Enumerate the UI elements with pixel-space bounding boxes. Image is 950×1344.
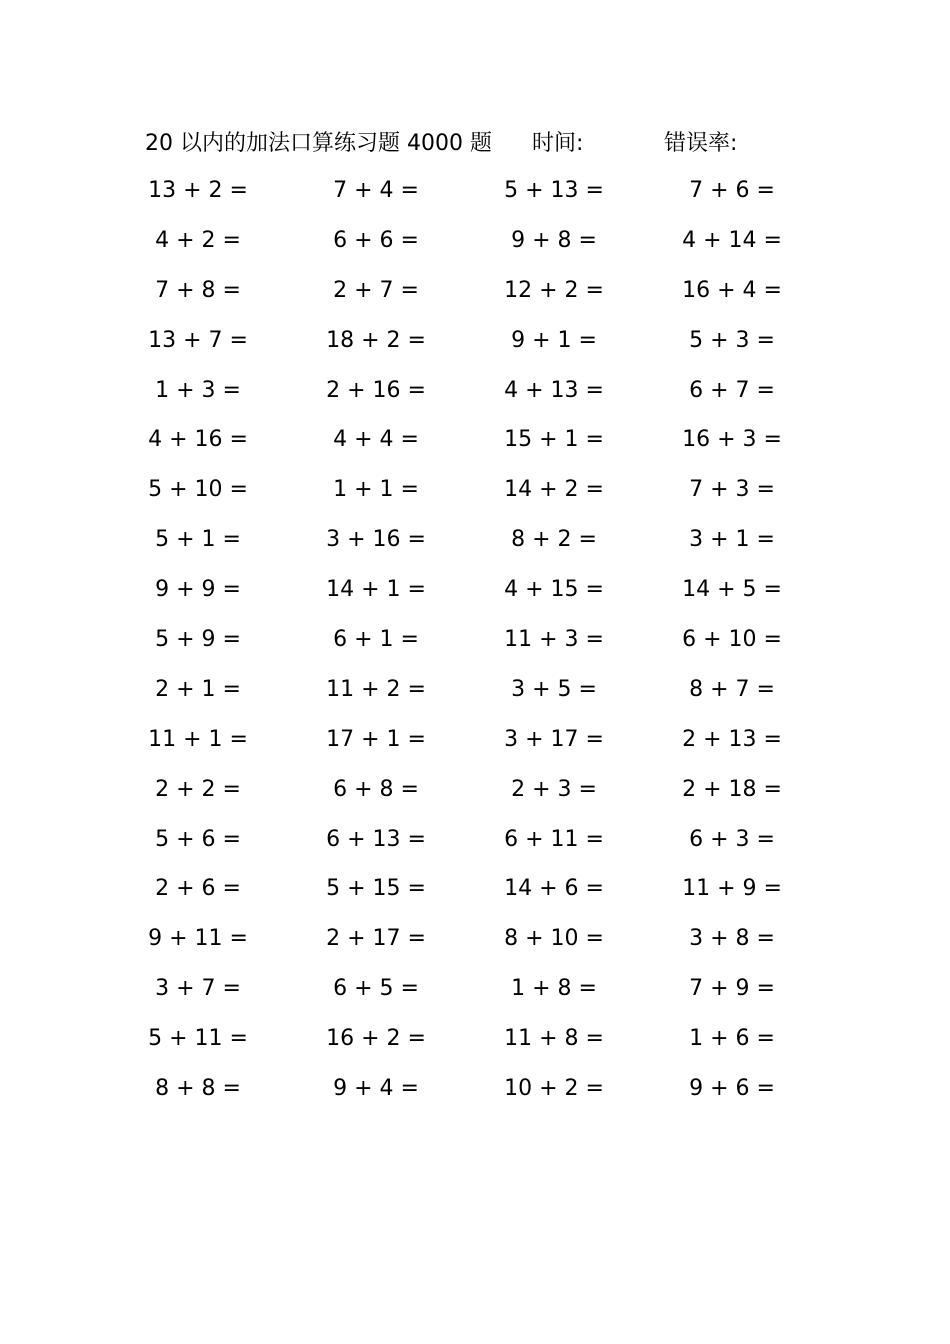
problem-row (0, 772, 950, 822)
problem-item: 6 + 7 = (689, 377, 775, 403)
problem-item: 2 + 2 = (155, 776, 241, 802)
problem-item: 11 + 3 = (504, 627, 604, 653)
problem-item: 7 + 9 = (689, 976, 775, 1002)
problem-item: 9 + 4 = (333, 1076, 419, 1102)
worksheet-title: 20 以内的加法口算练习题 4000 题 (145, 131, 492, 156)
problem-item: 11 + 1 = (148, 726, 248, 752)
problem-item: 5 + 11 = (148, 1026, 248, 1052)
problem-item: 5 + 13 = (504, 178, 604, 203)
problem-item: 2 + 7 = (333, 277, 419, 303)
problem-grid (0, 173, 950, 1121)
problem-item: 9 + 1 = (511, 327, 597, 353)
problem-item: 5 + 3 = (689, 327, 775, 353)
problem-item: 8 + 8 = (155, 1076, 241, 1102)
problem-item: 1 + 1 = (333, 477, 419, 503)
problem-row (0, 672, 950, 722)
problem-item: 14 + 2 = (504, 477, 604, 503)
problem-row (0, 472, 950, 522)
problem-row (0, 273, 950, 323)
problem-item: 3 + 8 = (689, 926, 775, 952)
problem-item: 11 + 9 = (682, 876, 782, 902)
problem-item: 9 + 9 = (155, 577, 241, 603)
problem-row (0, 373, 950, 423)
problem-item: 6 + 11 = (504, 826, 604, 852)
problem-item: 15 + 1 = (504, 427, 604, 453)
problem-row (0, 722, 950, 772)
problem-item: 9 + 8 = (511, 227, 597, 253)
problem-item: 2 + 17 = (326, 926, 426, 952)
problem-item: 16 + 3 = (682, 427, 782, 453)
problem-item: 6 + 8 = (333, 776, 419, 802)
problem-row (0, 173, 950, 223)
problem-row (0, 921, 950, 971)
problem-item: 11 + 8 = (504, 1026, 604, 1052)
problem-item: 8 + 7 = (689, 676, 775, 702)
time-label: 时间: (532, 131, 584, 156)
problem-item: 9 + 11 = (148, 926, 248, 952)
problem-item: 7 + 6 = (689, 178, 775, 203)
problem-item: 4 + 13 = (504, 377, 604, 403)
problem-item: 11 + 2 = (326, 676, 426, 702)
problem-item: 14 + 6 = (504, 876, 604, 902)
error-rate-label: 错误率: (664, 131, 738, 156)
problem-item: 6 + 3 = (689, 826, 775, 852)
problem-row (0, 223, 950, 273)
problem-item: 2 + 18 = (682, 776, 782, 802)
problem-row (0, 522, 950, 572)
problem-item: 3 + 1 = (689, 527, 775, 553)
problem-item: 1 + 6 = (689, 1026, 775, 1052)
problem-row (0, 622, 950, 672)
problem-item: 7 + 8 = (155, 277, 241, 303)
problem-item: 18 + 2 = (326, 327, 426, 353)
problem-item: 6 + 6 = (333, 227, 419, 253)
problem-item: 10 + 2 = (504, 1076, 604, 1102)
problem-row (0, 1071, 950, 1121)
problem-item: 4 + 14 = (682, 227, 782, 253)
problem-item: 2 + 1 = (155, 676, 241, 702)
problem-item: 17 + 1 = (326, 726, 426, 752)
problem-item: 2 + 13 = (682, 726, 782, 752)
problem-item: 6 + 1 = (333, 627, 419, 653)
problem-item: 3 + 5 = (511, 676, 597, 702)
problem-item: 1 + 8 = (511, 976, 597, 1002)
problem-item: 5 + 9 = (155, 627, 241, 653)
problem-item: 7 + 3 = (689, 477, 775, 503)
problem-item: 6 + 5 = (333, 976, 419, 1002)
problem-item: 16 + 4 = (682, 277, 782, 303)
problem-item: 14 + 5 = (682, 577, 782, 603)
problem-item: 9 + 6 = (689, 1076, 775, 1102)
problem-item: 13 + 2 = (148, 178, 248, 203)
problem-item: 3 + 7 = (155, 976, 241, 1002)
problem-row (0, 871, 950, 921)
problem-item: 8 + 10 = (504, 926, 604, 952)
problem-row (0, 1021, 950, 1071)
problem-row (0, 971, 950, 1021)
problem-item: 12 + 2 = (504, 277, 604, 303)
problem-item: 3 + 17 = (504, 726, 604, 752)
problem-item: 5 + 6 = (155, 826, 241, 852)
problem-item: 7 + 4 = (333, 178, 419, 203)
problem-item: 4 + 16 = (148, 427, 248, 453)
problem-item: 5 + 15 = (326, 876, 426, 902)
problem-item: 6 + 13 = (326, 826, 426, 852)
problem-item: 16 + 2 = (326, 1026, 426, 1052)
problem-row (0, 422, 950, 472)
problem-item: 5 + 10 = (148, 477, 248, 503)
problem-item: 2 + 3 = (511, 776, 597, 802)
problem-item: 2 + 16 = (326, 377, 426, 403)
problem-item: 3 + 16 = (326, 527, 426, 553)
problem-item: 4 + 15 = (504, 577, 604, 603)
problem-item: 13 + 7 = (148, 327, 248, 353)
problem-row (0, 572, 950, 622)
problem-item: 14 + 1 = (326, 577, 426, 603)
problem-row (0, 323, 950, 373)
problem-row (0, 822, 950, 872)
worksheet-header (0, 126, 950, 160)
problem-item: 5 + 1 = (155, 527, 241, 553)
problem-item: 2 + 6 = (155, 876, 241, 902)
problem-item: 6 + 10 = (682, 627, 782, 653)
problem-item: 8 + 2 = (511, 527, 597, 553)
problem-item: 4 + 4 = (333, 427, 419, 453)
problem-item: 1 + 3 = (155, 377, 241, 403)
problem-item: 4 + 2 = (155, 227, 241, 253)
